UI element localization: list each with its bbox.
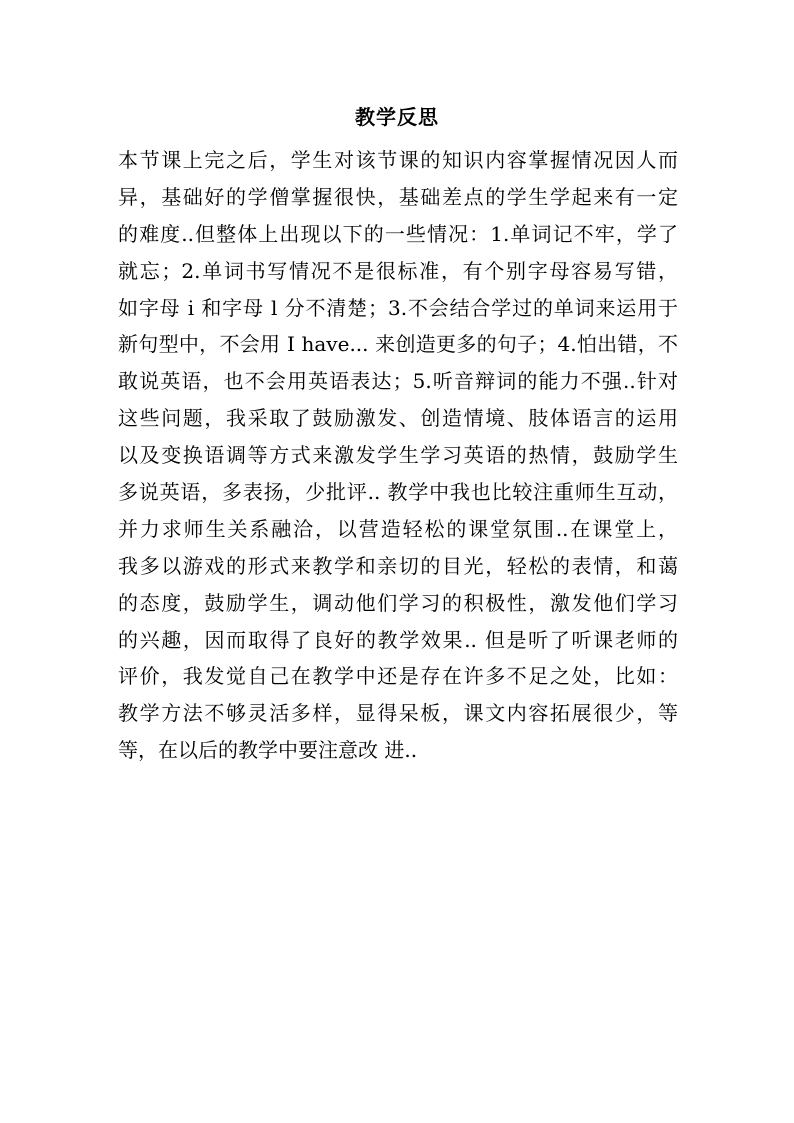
- body-line: 评价，我发觉自己在教学中还是存在许多不足之处，比如：: [118, 664, 678, 689]
- body-line: 异，基础好的学僧掌握很快，基础差点的学生学起来有一定: [118, 184, 678, 209]
- body-line: 的难度..但整体上出现以下的一些情况：1.单词记不牢，学了: [118, 221, 678, 246]
- body-line: 的态度，鼓励学生，调动他们学习的积极性，激发他们学习: [118, 590, 678, 615]
- body-line: 并力求师生关系融洽，以营造轻松的课堂氛围..在课堂上，: [118, 516, 678, 541]
- document-title: 教学反思: [355, 105, 439, 129]
- body-line: 敢说英语，也不会用英语表达；5.听音辩词的能力不强..针对: [118, 369, 678, 394]
- document-body: [118, 142, 678, 769]
- body-line: 我多以游戏的形式来教学和亲切的目光，轻松的表情，和蔼: [118, 553, 678, 578]
- body-line: 多说英语，多表扬，少批评.. 教学中我也比较注重师生互动，: [118, 480, 678, 505]
- body-line: 等，在以后的教学中要注意改 进..: [118, 738, 418, 763]
- body-line: 就忘；2.单词书写情况不是很标准，有个别字母容易写错，: [118, 258, 678, 283]
- body-line: 教学方法不够灵活多样，显得呆板，课文内容拓展很少，等: [118, 701, 678, 726]
- body-line: 如字母 i 和字母 l 分不清楚；3.不会结合学过的单词来运用于: [118, 295, 678, 320]
- body-line: 的兴趣，因而取得了良好的教学效果.. 但是听了听课老师的: [118, 627, 678, 652]
- body-line: 以及变换语调等方式来激发学生学习英语的热情，鼓励学生: [118, 443, 678, 468]
- body-line: 本节课上完之后，学生对该节课的知识内容掌握情况因人而: [118, 148, 678, 172]
- body-line: 新句型中，不会用 I have... 来创造更多的句子；4.怕出错，不: [118, 332, 678, 357]
- body-line: 这些问题，我采取了鼓励激发、创造情境、肢体语言的运用: [118, 406, 678, 431]
